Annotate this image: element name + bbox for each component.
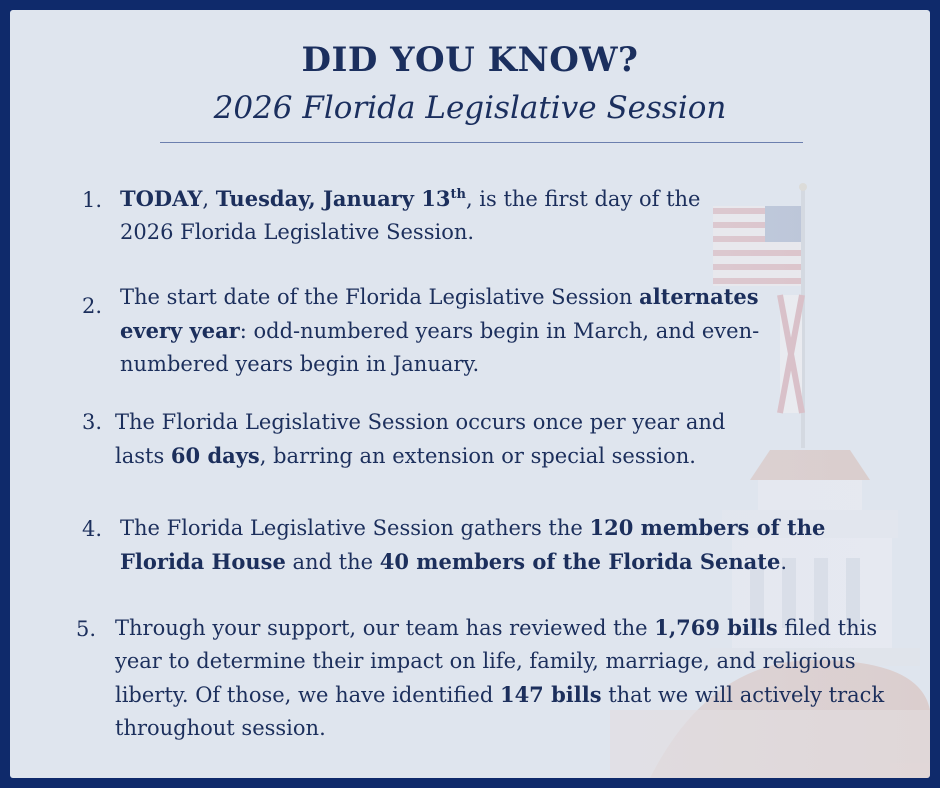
- page-subtitle: 2026 Florida Legislative Session: [213, 90, 727, 126]
- info-card: [10, 10, 930, 778]
- item-emphasis: Tuesday, January 13: [215, 186, 451, 211]
- item-text: The Florida Legislative Session gathers the: [120, 516, 590, 540]
- item-emphasis: 147 bills: [499, 682, 602, 707]
- item-emphasis: 120 members of the Florida House: [120, 515, 826, 574]
- item-text: , is the first day of the 2026 Florida Legislative Session.: [120, 187, 701, 244]
- item-text: ,: [202, 187, 216, 211]
- content: [10, 10, 930, 778]
- item-number: 4.: [82, 517, 103, 541]
- item-text: that we will actively track throughout session.: [115, 683, 885, 740]
- item-text: .: [780, 550, 788, 574]
- item-emphasis: TODAY: [120, 186, 203, 211]
- list-item: [115, 611, 915, 745]
- ordinal-suffix: th: [450, 187, 466, 202]
- list-item: [120, 280, 760, 381]
- divider: [160, 142, 803, 143]
- item-emphasis: 40 members of the Florida Senate: [379, 549, 781, 574]
- item-number: 2.: [82, 294, 103, 318]
- list-item: [120, 511, 910, 579]
- item-text: filed this year to determine their impact on life, family, marriage, and religious liberty. Of those, we have identified: [115, 616, 878, 707]
- item-emphasis: alternates every year: [120, 284, 759, 343]
- list-item: [115, 406, 775, 473]
- item-number: 3.: [82, 410, 103, 434]
- page-title: DID YOU KNOW?: [301, 40, 639, 80]
- item-number: 1.: [82, 188, 103, 212]
- item-text: The start date of the Florida Legislative Session: [120, 285, 640, 309]
- item-emphasis: 1,769 bills: [654, 615, 778, 640]
- item-number: 5.: [76, 617, 97, 641]
- item-text: and the: [285, 550, 380, 574]
- item-text: : odd-numbered years begin in March, and even-numbered years begin in January.: [120, 319, 760, 376]
- list-item: [120, 182, 740, 249]
- item-text: , barring an extension or special session.: [259, 444, 696, 468]
- item-text: The Florida Legislative Session occurs once per year and lasts: [115, 410, 726, 468]
- item-text: Through your support, our team has reviewed the: [115, 616, 655, 640]
- item-emphasis: 60 days: [170, 443, 260, 468]
